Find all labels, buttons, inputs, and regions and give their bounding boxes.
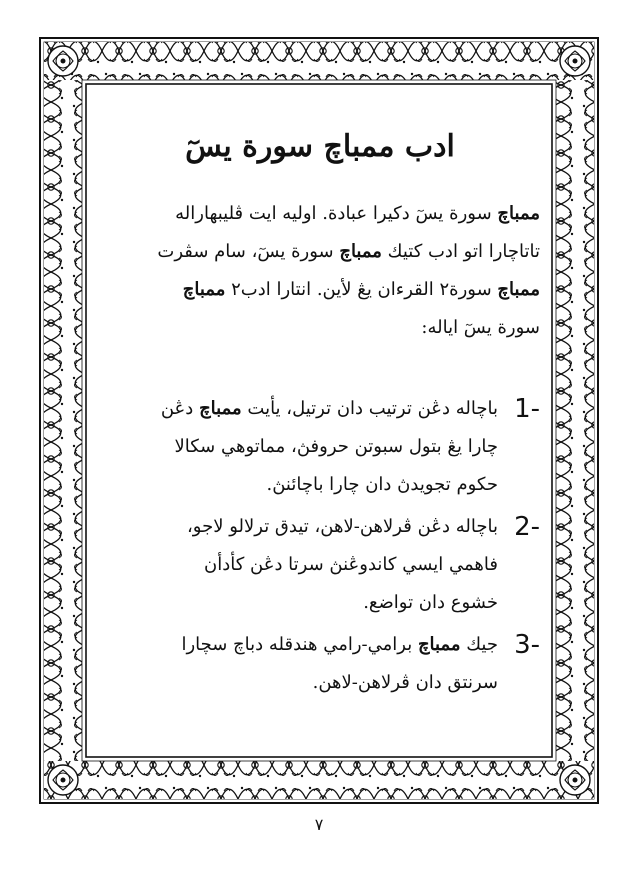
list-item bbox=[100, 626, 540, 702]
bold-word: ممباچ bbox=[497, 279, 540, 300]
intro-text: سورة يسٓ، سام سڤرت bbox=[157, 241, 334, 262]
bold-word: ممباچ bbox=[417, 634, 461, 655]
item-line: سرنتق دان ڤرلاهن-لاهن. bbox=[312, 672, 498, 693]
item-number: 3- bbox=[514, 630, 540, 660]
item-text bbox=[100, 390, 498, 504]
intro-line bbox=[100, 309, 540, 347]
intro-line bbox=[100, 271, 540, 309]
bold-word: ممباچ bbox=[182, 279, 226, 300]
item-text-part: جيك bbox=[466, 634, 498, 655]
page-title bbox=[90, 125, 550, 169]
intro-text: سورة يسٓ دکيرا عبادة. اوليه ايت ڤليبهاراله bbox=[175, 203, 492, 224]
page-number: ٧ bbox=[314, 815, 324, 834]
intro-line bbox=[100, 233, 540, 271]
list-item-row bbox=[100, 626, 540, 702]
bold-word: ممباچ bbox=[339, 241, 382, 262]
intro-text: تاتاچارا اتو ادب کتيك bbox=[387, 241, 540, 262]
item-line: خشوع دان تواضع. bbox=[363, 592, 498, 613]
item-text bbox=[100, 508, 498, 622]
item-line: چارا يڠ بتول سبوتن حروفڽ، مماتوهي سکالا bbox=[174, 436, 498, 457]
list-item bbox=[100, 390, 540, 504]
intro-text: سورة٢ القرءان يڠ لأين. انتارا ادب٢ bbox=[231, 279, 492, 300]
intro-text: سورة يسٓ اياله: bbox=[421, 317, 540, 338]
item-text-part: برامي-رامي هندقله دباچ سچارا bbox=[181, 634, 413, 655]
intro-paragraph bbox=[100, 195, 540, 347]
item-text-part: دڠن bbox=[160, 398, 194, 419]
title-prefix: ادب bbox=[404, 129, 455, 164]
list-item bbox=[100, 508, 540, 622]
list-item-row bbox=[100, 508, 540, 622]
bold-word: ممباچ bbox=[199, 398, 242, 419]
content-area bbox=[90, 110, 550, 710]
title-bold-word: ممباچ bbox=[323, 129, 395, 164]
item-line bbox=[100, 390, 498, 428]
item-line: فاهمي ايسي کاندوڠنڽ سرتا دڠن کأدأن bbox=[203, 554, 498, 575]
bold-word: ممباچ bbox=[497, 203, 540, 224]
item-text-part: باچاله دڠن ترتيب دان ترتيل، يأيت bbox=[247, 398, 498, 419]
item-number: 1- bbox=[514, 394, 540, 424]
item-number: 2- bbox=[514, 512, 540, 542]
item-text bbox=[100, 626, 498, 702]
intro-line bbox=[100, 195, 540, 233]
list-item-row bbox=[100, 390, 540, 504]
item-line: باچاله دڠن ڤرلاهن-لاهن، تيدق ترلالو لاجو، bbox=[186, 516, 498, 537]
item-line: حکوم تجويدڽ دان چارا باچائنڽ. bbox=[266, 474, 498, 495]
title-suffix: سورة يسٓ bbox=[185, 129, 314, 164]
item-line bbox=[100, 626, 498, 664]
